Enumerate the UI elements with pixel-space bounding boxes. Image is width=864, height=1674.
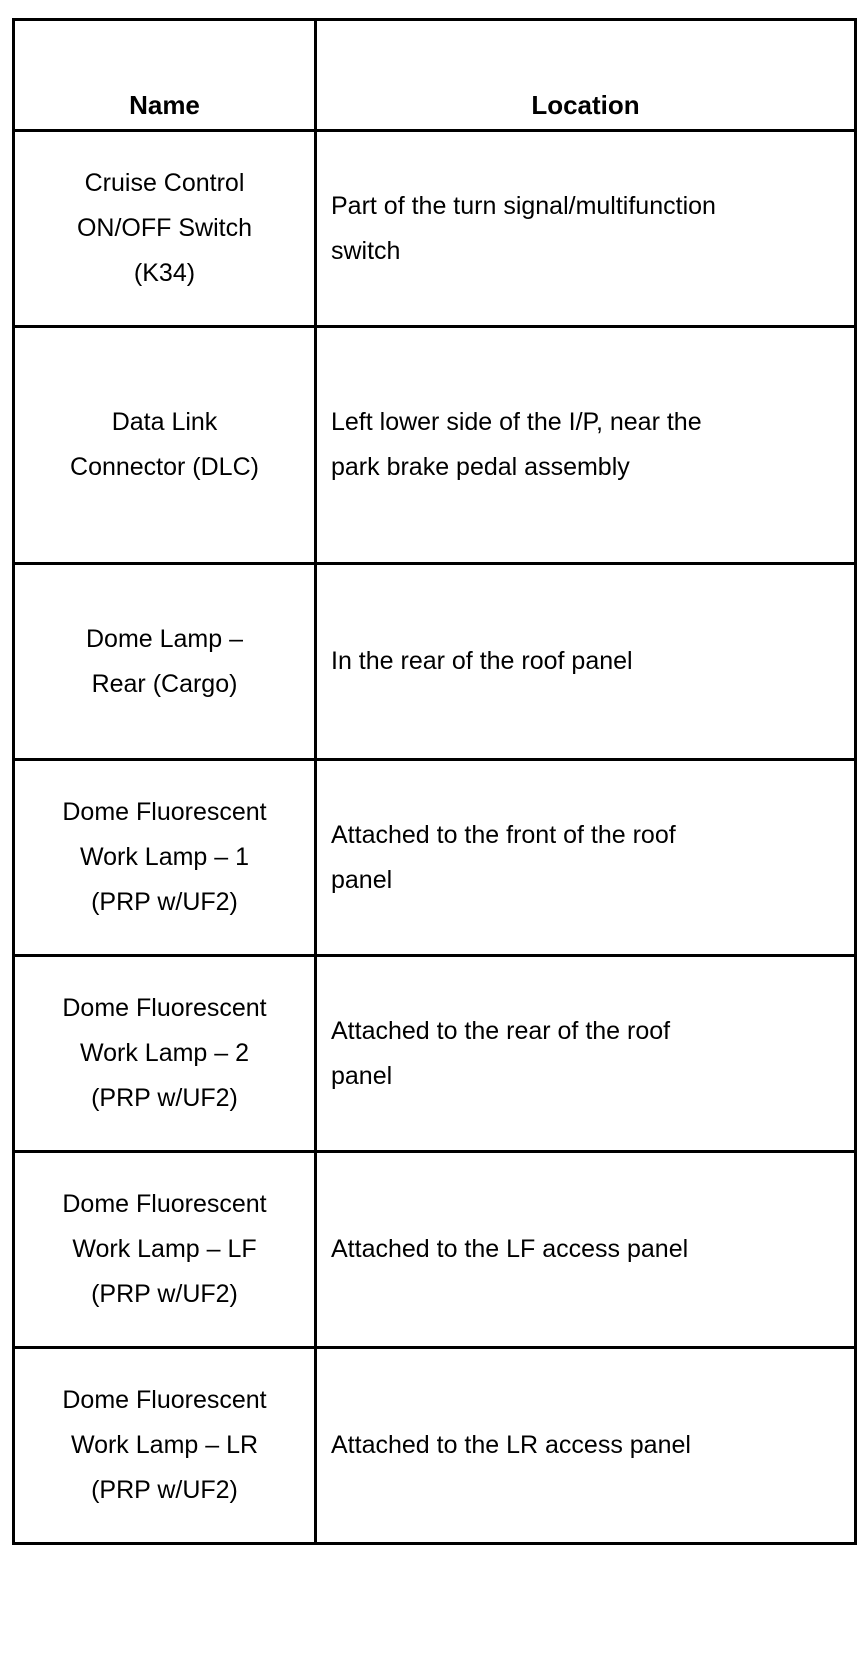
location-cell (316, 1152, 856, 1348)
name-line: Dome Fluorescent (62, 1190, 267, 1218)
location-line: Attached to the LR access panel (331, 1431, 691, 1459)
location-cell (316, 760, 856, 956)
table-row (14, 1348, 856, 1544)
location-cell (316, 131, 856, 327)
name-cell (14, 956, 316, 1152)
name-cell (14, 564, 316, 760)
location-cell (316, 1348, 856, 1544)
name-line: Work Lamp – 2 (79, 1039, 250, 1067)
name-line: Dome Lamp – (85, 624, 244, 653)
name-line: Dome Fluorescent (62, 1386, 267, 1414)
location-line: Attached to the rear of the roof (331, 1016, 671, 1045)
name-cell (14, 131, 316, 327)
table-row (14, 1152, 856, 1348)
component-location-table (12, 18, 857, 1545)
table-row (14, 131, 856, 327)
location-line: panel (331, 865, 393, 894)
name-line: Work Lamp – 1 (79, 843, 250, 871)
name-line: Dome Fluorescent (62, 994, 267, 1022)
location-line: switch (331, 236, 401, 265)
name-cell (14, 1348, 316, 1544)
name-line: Rear (Cargo) (91, 669, 238, 698)
name-line: (PRP w/UF2) (91, 1280, 238, 1308)
name-column-header: Name (14, 20, 316, 131)
name-cell (14, 1152, 316, 1348)
component-location-table-container (12, 18, 854, 1545)
table-row (14, 327, 856, 564)
name-line: (PRP w/UF2) (91, 1476, 238, 1504)
name-cell (14, 760, 316, 956)
name-line: Cruise Control (84, 169, 245, 197)
table-row (14, 760, 856, 956)
location-line: panel (331, 1061, 393, 1090)
location-line: In the rear of the roof panel (331, 647, 633, 675)
name-line: (K34) (133, 259, 196, 287)
location-cell (316, 956, 856, 1152)
name-line: Connector (DLC) (70, 453, 259, 481)
location-line: Attached to the front of the roof (331, 820, 676, 849)
name-line: Work Lamp – LF (72, 1235, 257, 1263)
table-row (14, 564, 856, 760)
name-line: ON/OFF Switch (76, 214, 252, 242)
name-line: (PRP w/UF2) (91, 888, 238, 916)
name-line: (PRP w/UF2) (91, 1084, 238, 1112)
location-cell (316, 564, 856, 760)
header-row (14, 20, 856, 131)
name-cell (14, 327, 316, 564)
location-line: Attached to the LF access panel (331, 1235, 689, 1263)
name-line: Work Lamp – LR (70, 1431, 259, 1459)
name-line: Data Link (111, 408, 218, 436)
location-line: park brake pedal assembly (331, 453, 630, 481)
location-cell (316, 327, 856, 564)
location-line: Part of the turn signal/multifunction (331, 191, 716, 220)
location-line: Left lower side of the I/P, near the (331, 408, 702, 436)
table-row (14, 956, 856, 1152)
location-column-header: Location (316, 20, 856, 131)
name-line: Dome Fluorescent (62, 798, 267, 826)
